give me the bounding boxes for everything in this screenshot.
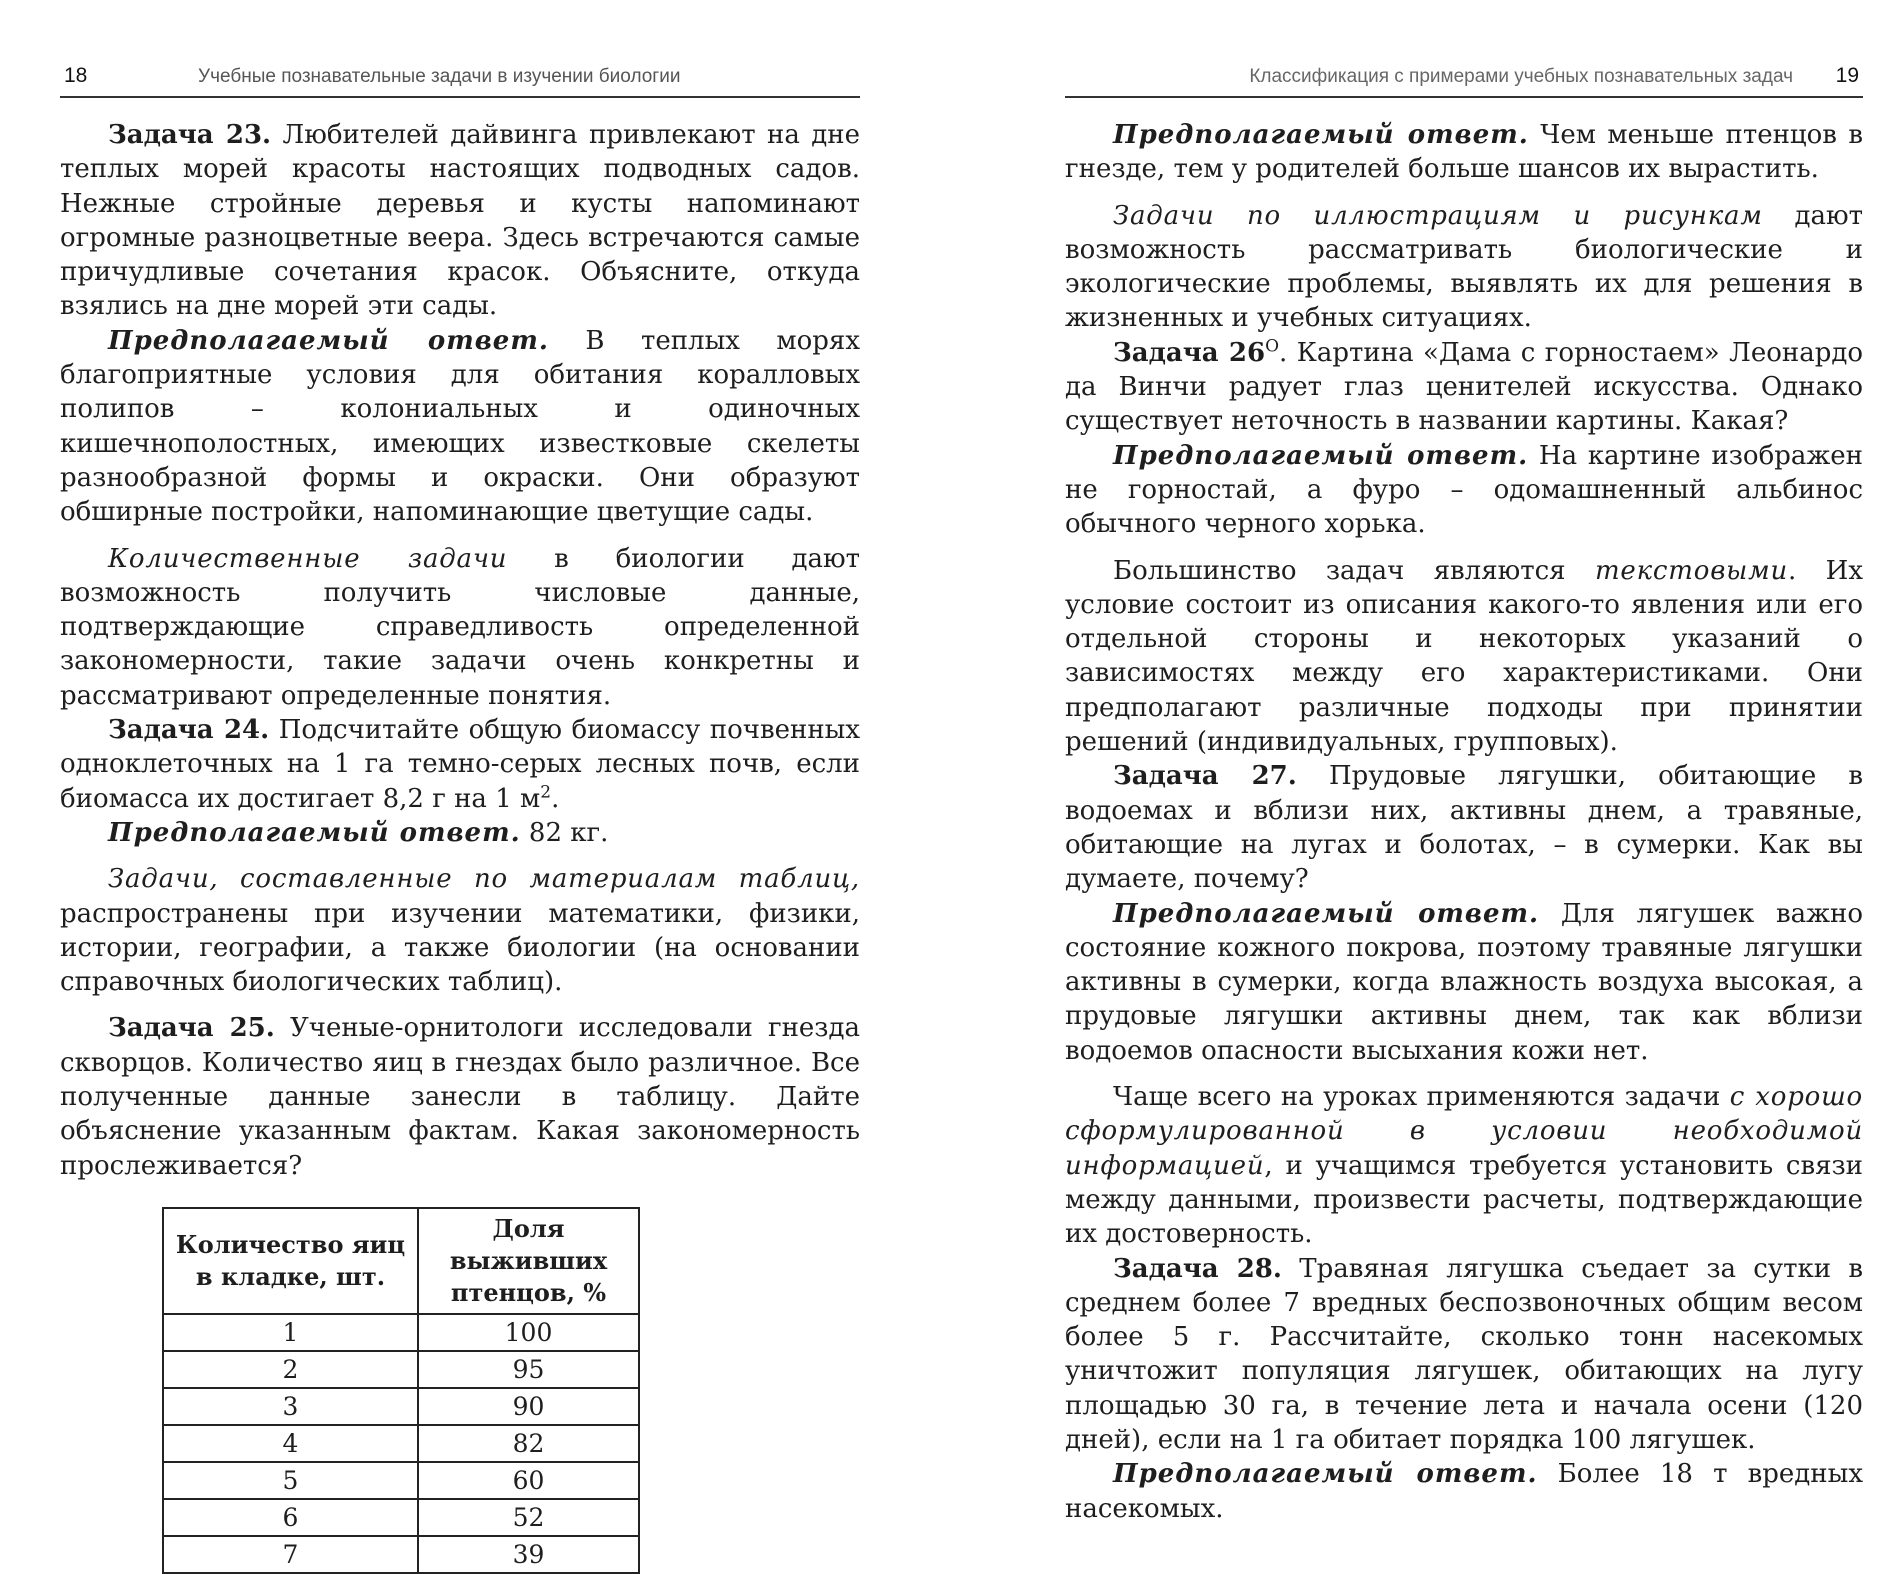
task-27-answer-text: Для лягушек важно состояние кожного покрова, поэтому травяные лягушки активны в сумерки, когда влажность воздуха высокая, а прудовые лягушки активны днем, так как вблизи водоемов опасности высыхания кожи нет. bbox=[1065, 898, 1863, 1066]
well-formulated-tasks-paragraph bbox=[1065, 1080, 1863, 1251]
table-row bbox=[163, 1351, 639, 1388]
answer-label: Предполагаемый ответ. bbox=[1113, 898, 1540, 929]
survival-cell: 60 bbox=[418, 1462, 639, 1499]
text-tasks-body: . Их условие состоит из описания какого-то явления или его отдельной стороны и некоторых указаний о зависимостях между его характеристиками. Они предполагают различные подходы при принятии решений (индивидуальных, групповых). bbox=[1065, 555, 1863, 758]
task-27-answer bbox=[1065, 897, 1863, 1068]
survival-cell: 100 bbox=[418, 1314, 639, 1351]
illustration-tasks-paragraph bbox=[1065, 199, 1863, 336]
task-24-answer-text: 82 кг. bbox=[520, 817, 609, 848]
task-25-text: Ученые-орнитологи исследовали гнезда скворцов. Количество яиц в гнездах было различное. Все полученные данные занесли в таблицу. Дайте объяснение указанным фактам. Какая закономерность прослеживается? bbox=[60, 1013, 860, 1181]
table-row bbox=[163, 1388, 639, 1425]
task-23 bbox=[60, 118, 860, 324]
table-tasks-text: распространены при изучении математики, физики, истории, географии, а также биологии (на основании справочных биологических таблиц). bbox=[60, 898, 860, 998]
table-row bbox=[163, 1314, 639, 1351]
task-25 bbox=[60, 1011, 860, 1182]
quantitative-tasks-term: Количественные задачи bbox=[108, 543, 508, 574]
left-page-header bbox=[60, 60, 860, 98]
left-page-number: 18 bbox=[64, 64, 88, 87]
task-26-text: . Картина «Дама с горностаем» Леонардо да Винчи радует глаз ценителей искусства. Однако существует неточность в названии картины. Какая? bbox=[1065, 337, 1864, 437]
right-page-body bbox=[1065, 118, 1863, 1526]
right-running-title: Классификация с примерами учебных познавательных задач bbox=[1249, 66, 1793, 87]
eggs-cell: 2 bbox=[163, 1351, 418, 1388]
well-formulated-term: с хорошо сформулированной в условии необходимой информацией bbox=[1065, 1082, 1863, 1181]
survival-cell: 82 bbox=[418, 1425, 639, 1462]
task-26 bbox=[1065, 336, 1863, 439]
task-28-text: Травяная лягушка съедает за сутки в среднем более 7 вредных беспозвоночных общим весом более 5 г. Рассчитайте, сколько тонн насекомых уничтожит популяция лягушек, обитающих на лугу площадью 30 га, в течение лета и начала осени (120 дней), если на 1 га обитает порядка 100 лягушек. bbox=[1065, 1253, 1864, 1455]
answer-label: Предполагаемый ответ. bbox=[1113, 120, 1529, 150]
task-24-end: . bbox=[551, 783, 560, 814]
task-24-label: Задача 24. bbox=[108, 715, 270, 746]
text-tasks-term: текстовыми bbox=[1594, 555, 1789, 586]
task-26-answer-text: На картине изображен не горностай, а фуро – одомашненный альбинос обычного черного хорька. bbox=[1065, 440, 1863, 540]
text-tasks-paragraph bbox=[1065, 554, 1863, 760]
table-header-row bbox=[163, 1208, 639, 1314]
left-page bbox=[60, 0, 861, 1569]
task-25-label: Задача 25. bbox=[108, 1013, 275, 1044]
table-row bbox=[163, 1499, 639, 1536]
eggs-cell: 1 bbox=[163, 1314, 418, 1351]
task-27-text: Прудовые лягушки, обитающие в водоемах и вблизи них, активны днем, а травяные, обитающие на лугах и болотах, – в сумерки. Как вы думаете, почему? bbox=[1065, 761, 1864, 895]
eggs-cell: 4 bbox=[163, 1425, 418, 1462]
answer-label: Предполагаемый ответ. bbox=[108, 325, 549, 356]
table-row bbox=[163, 1462, 639, 1499]
quantitative-tasks-text: в биологии дают возможность получить числовые данные, подтверждающие справедливость определенной закономерности, такие задачи очень конкретны и рассматривают определенные понятия. bbox=[60, 543, 860, 711]
task-26-answer bbox=[1065, 439, 1863, 542]
task-28-answer bbox=[1065, 1457, 1863, 1526]
table-row bbox=[163, 1425, 639, 1462]
right-page-number: 19 bbox=[1835, 64, 1859, 87]
illustration-tasks-text: дают возможность рассматривать биологические и экологические проблемы, выявлять их для решения в жизненных и учебных ситуациях. bbox=[1065, 200, 1863, 334]
illustration-tasks-term: Задачи по иллюстрациям и рисункам bbox=[1113, 200, 1763, 231]
text-tasks-intro: Большинство задач являются bbox=[1113, 555, 1595, 586]
eggs-cell: 3 bbox=[163, 1388, 418, 1425]
eggs-cell: 6 bbox=[163, 1499, 418, 1536]
left-running-title: Учебные познавательные задачи в изучении биологии bbox=[198, 66, 681, 87]
survival-cell: 90 bbox=[418, 1388, 639, 1425]
left-page-body bbox=[60, 118, 860, 1574]
task-23-text: Любителей дайвинга привлекают на дне теплых морей красоты настоящих подводных садов. Нежные стройные деревья и кусты напоминают огромные разноцветные веера. Здесь встречаются самые причудливые сочетания красок. Объясните, откуда взялись на дне морей эти сады. bbox=[60, 120, 860, 322]
task-23-label: Задача 23. bbox=[108, 120, 272, 150]
task-24 bbox=[60, 713, 860, 816]
right-page-header bbox=[1065, 60, 1863, 98]
quantitative-tasks-paragraph bbox=[60, 542, 860, 713]
table-tasks-term: Задачи, составленные по материалам таблиц, bbox=[108, 864, 860, 895]
eggs-cell: 5 bbox=[163, 1462, 418, 1499]
task-24-text: Подсчитайте общую биомассу почвенных одноклеточных на 1 га темно-серых лесных почв, если биомасса их достигает 8,2 г на 1 м bbox=[60, 715, 861, 814]
task-24-superscript: 2 bbox=[540, 781, 552, 802]
survival-cell: 95 bbox=[418, 1351, 639, 1388]
right-page bbox=[1065, 0, 1863, 1522]
answer-label: Предполагаемый ответ. bbox=[1113, 1459, 1538, 1490]
task-26-label: Задача 26 bbox=[1113, 337, 1266, 368]
answer-label: Предполагаемый ответ. bbox=[1113, 440, 1529, 471]
task-27 bbox=[1065, 759, 1863, 896]
well-formulated-intro: Чаще всего на уроках применяются задачи bbox=[1113, 1082, 1730, 1113]
survival-cell: 39 bbox=[418, 1536, 639, 1573]
task-27-label: Задача 27. bbox=[1113, 761, 1297, 792]
task-26-superscript: О bbox=[1265, 336, 1280, 357]
task-28 bbox=[1065, 1252, 1863, 1458]
task-24-answer bbox=[60, 816, 860, 850]
survival-cell: 52 bbox=[418, 1499, 639, 1536]
task-25-answer-text: Чем меньше птенцов в гнезде, тем у родителей больше шансов их вырастить. bbox=[1065, 120, 1864, 185]
task-23-answer-text: В теплых морях благоприятные условия для обитания коралловых полипов – колониальных и одиночных кишечнополостных, имеющих известковые скелеты разнообразной формы и окраски. Они образуют обширные постройки, напоминающие цветущие сады. bbox=[60, 325, 860, 528]
task-28-label: Задача 28. bbox=[1113, 1253, 1282, 1284]
table-tasks-paragraph bbox=[60, 862, 860, 999]
header-eggs-count: Количество яиц в кладке, шт. bbox=[163, 1208, 418, 1314]
eggs-cell: 7 bbox=[163, 1536, 418, 1573]
task-25-answer bbox=[1065, 118, 1863, 187]
starling-eggs-table bbox=[162, 1207, 640, 1574]
task-28-answer-text: Более 18 т вредных насекомых. bbox=[1065, 1459, 1863, 1524]
answer-label: Предполагаемый ответ. bbox=[108, 817, 521, 848]
task-23-answer bbox=[60, 324, 860, 530]
well-formulated-text: , и учащимся требуется установить связи между данными, произвести расчеты, подтверждающие их достоверность. bbox=[1065, 1150, 1863, 1250]
table-row bbox=[163, 1536, 639, 1573]
header-survival-share: Доля выживших птенцов, % bbox=[418, 1208, 639, 1314]
